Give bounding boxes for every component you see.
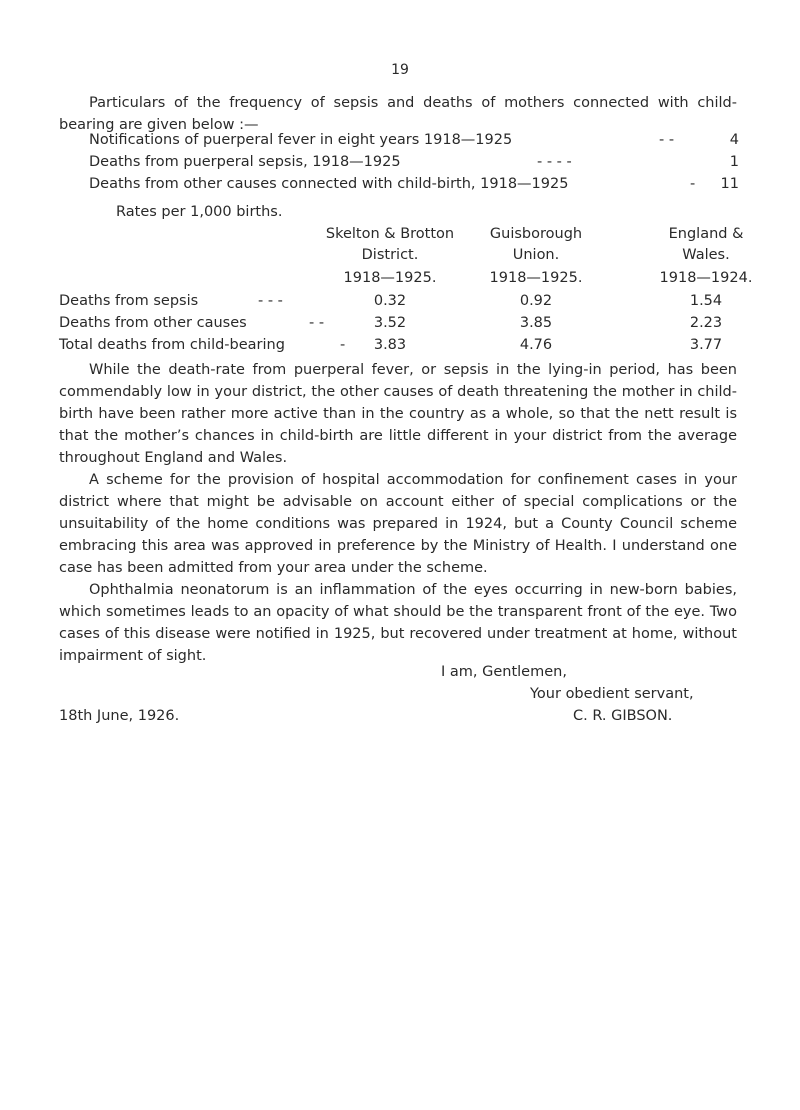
table-row-label: Deaths from sepsis [59,293,199,309]
table-cell: 4.76 [519,337,553,353]
paragraph-text: A scheme for the provision of hospital accommodation for confinement cases in your district where that might be advisable on account either of special complications or the unsuitability of the home conditions was prepared in 1924, but a County Council scheme embracing this area was approved in preference by the Ministry of Health. I understand one case has been admitted from your area under the scheme. [59,472,737,576]
table-cell: 3.77 [689,337,723,353]
leader-dots: - - [659,132,675,148]
table-title: Rates per 1,000 births. [116,204,283,220]
body-paragraph [59,469,737,579]
paragraph-text: While the death-rate from puerperal fever, or sepsis in the lying-in period, has been commendably low in your district, the other causes of death threatening the mother in child-birth have been rather more active than in the country as a whole, so that the nett result is that the mother’s chances in child-birth are little different in your district from the average throughout England and Wales. [59,362,737,466]
notification-value: 1 [729,154,739,170]
intro-text: Particulars of the frequency of sepsis and deaths of mothers connected with child-bearing are given below :— [59,95,737,133]
column-header: Guisborough [489,226,583,242]
page-number: 19 [391,62,409,78]
paragraph-text: Ophthalmia neonatorum is an inflammation of the eyes occurring in new-born babies, which sometimes leads to an opacity of what should be the transparent front of the eye. Two cases of this disease were notified in 1925, but recovered under treatment at home, without impairment of sight. [59,582,737,664]
notification-row [89,132,739,148]
table-cell: 3.52 [373,315,407,331]
leader-dots: - - [309,315,325,331]
signature: C. R. GIBSON. [573,708,673,724]
table-row-label: Total deaths from child-bearing [59,337,285,353]
notification-label: Deaths from other causes connected with child-birth, 1918—1925 [89,176,569,192]
column-header: District. [361,247,419,263]
leader-dots: - [340,337,346,353]
column-period: 1918—1925. [343,270,437,286]
closing-servant: Your obedient servant, [530,686,694,702]
notification-row [89,176,739,192]
column-header: England & [668,226,744,242]
notification-value: 11 [720,176,739,192]
table-cell: 3.83 [373,337,407,353]
table-cell: 0.32 [373,293,407,309]
leader-dots: - - - [258,293,283,309]
notification-label: Notifications of puerperal fever in eight years 1918—1925 [89,132,513,148]
notification-value: 4 [729,132,739,148]
salutation: I am, Gentlemen, [441,664,567,680]
notification-row [89,154,739,170]
column-period: 1918—1925. [489,270,583,286]
notification-label: Deaths from puerperal sepsis, 1918—1925 [89,154,401,170]
body-paragraph [59,359,737,469]
body-paragraph [59,579,737,667]
table-cell: 3.85 [519,315,553,331]
table-cell: 1.54 [689,293,723,309]
intro-paragraph [59,92,737,136]
table-row-label: Deaths from other causes [59,315,247,331]
column-header: Wales. [682,247,730,263]
leader-dots: - [690,176,696,192]
column-header: Skelton & Brotton [325,226,455,242]
table-cell: 2.23 [689,315,723,331]
column-period: 1918—1924. [659,270,753,286]
table-cell: 0.92 [519,293,553,309]
letter-date: 18th June, 1926. [59,708,180,724]
leader-dots: - - - - [537,154,572,170]
column-header: Union. [512,247,560,263]
